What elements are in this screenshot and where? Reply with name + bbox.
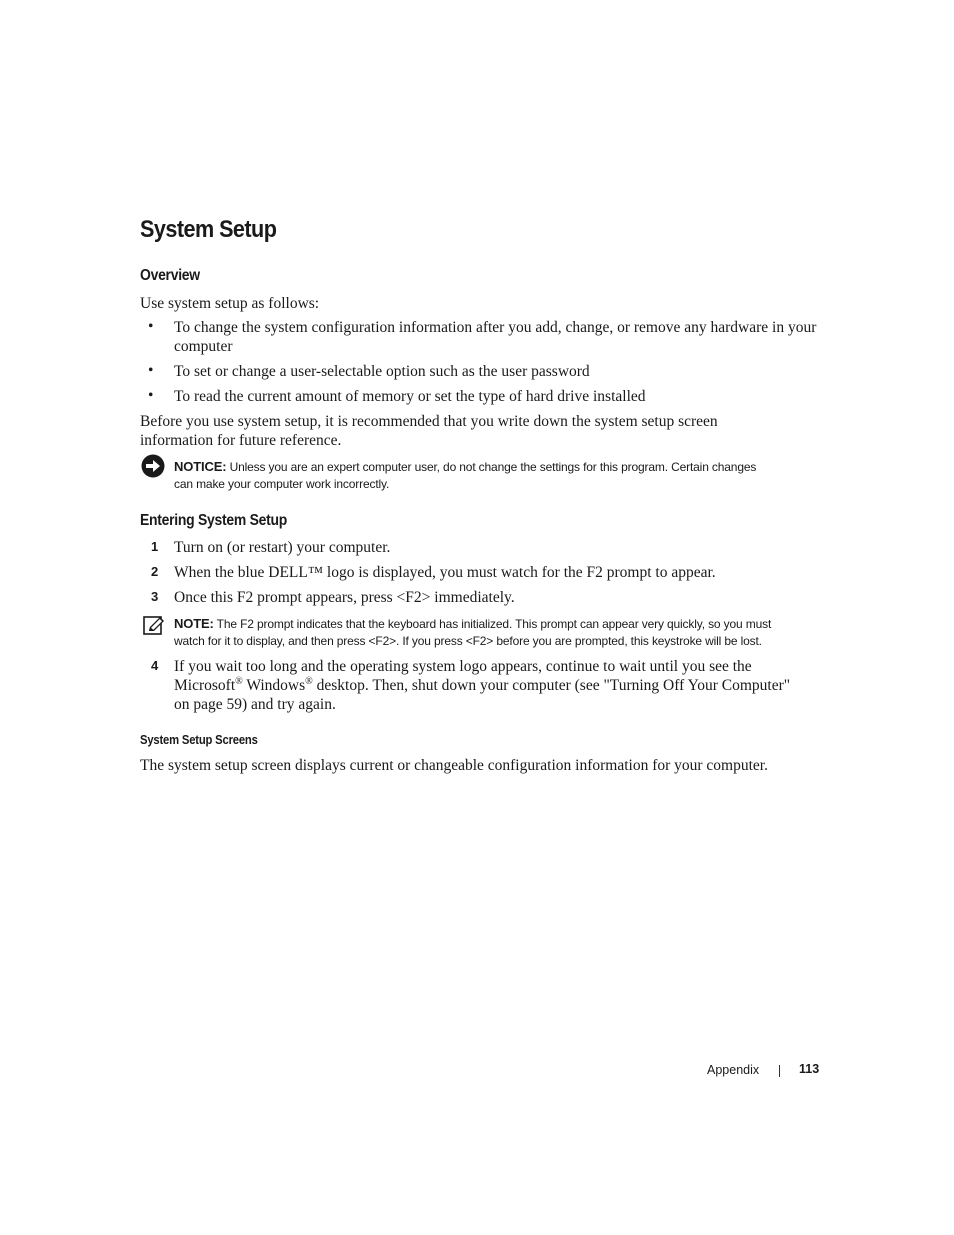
step-number: 2 xyxy=(151,564,159,579)
list-item: To set or change a user-selectable option such as the user password xyxy=(174,363,590,380)
step-number: 1 xyxy=(151,539,159,554)
note-line: The F2 prompt indicates that the keyboard has initialized. This prompt can appear very quickly, so you must xyxy=(216,617,772,631)
notice-line: Unless you are an expert computer user, do not change the settings for this program. Certain changes xyxy=(229,460,757,474)
registered-mark: ® xyxy=(235,675,243,687)
step-number: 4 xyxy=(151,658,159,673)
list-item-line: To change the system configuration information after you add, change, or remove any hardware in your xyxy=(174,319,817,336)
notice-icon xyxy=(141,454,165,478)
paragraph-line: Before you use system setup, it is recommended that you write down the system setup screen xyxy=(140,413,718,430)
step-line: on page 59) and try again. xyxy=(174,696,336,713)
bullet-marker: • xyxy=(148,318,154,335)
page-number: 113 xyxy=(799,1062,820,1076)
notice-line: can make your computer work incorrectly. xyxy=(174,477,390,491)
pencil-icon xyxy=(143,616,165,636)
step-line: If you wait too long and the operating system logo appears, continue to wait until you see the xyxy=(174,658,752,675)
list-item: To read the current amount of memory or set the type of hard drive installed xyxy=(174,388,646,405)
subsection-title-screens: System Setup Screens xyxy=(140,733,258,747)
bullet-marker: • xyxy=(148,387,154,404)
bullet-marker: • xyxy=(148,362,154,379)
list-item-line: computer xyxy=(174,338,233,355)
notice-label: NOTICE: xyxy=(174,459,227,474)
overview-paragraph xyxy=(140,412,718,450)
step-text xyxy=(174,657,790,714)
screens-paragraph: The system setup screen displays current or changeable configuration information for your computer. xyxy=(140,757,768,774)
step-text: Turn on (or restart) your computer. xyxy=(174,539,391,556)
notice-text xyxy=(174,458,814,493)
section-title-overview: Overview xyxy=(140,267,200,284)
page-title: System Setup xyxy=(140,216,277,243)
note-text xyxy=(174,615,834,650)
paragraph-line: information for future reference. xyxy=(140,432,342,449)
section-title-entering: Entering System Setup xyxy=(140,512,288,529)
step-text: When the blue DELL™ logo is displayed, you must watch for the F2 prompt to appear. xyxy=(174,564,716,581)
overview-intro: Use system setup as follows: xyxy=(140,295,320,312)
list-item xyxy=(174,318,816,356)
step-line: Microsoft® Windows® desktop. Then, shut down your computer (see "Turning Off Your Computer" xyxy=(174,675,791,694)
note-line: watch for it to display, and then press <F2>. If you press <F2> before you are prompted, this keystroke will be lost. xyxy=(174,634,762,648)
footer-section: Appendix xyxy=(707,1063,760,1077)
footer-divider xyxy=(779,1065,780,1077)
note-label: NOTE: xyxy=(174,616,214,631)
registered-mark: ® xyxy=(305,675,313,687)
step-text: Once this F2 prompt appears, press <F2> immediately. xyxy=(174,589,515,606)
step-number: 3 xyxy=(151,589,159,604)
